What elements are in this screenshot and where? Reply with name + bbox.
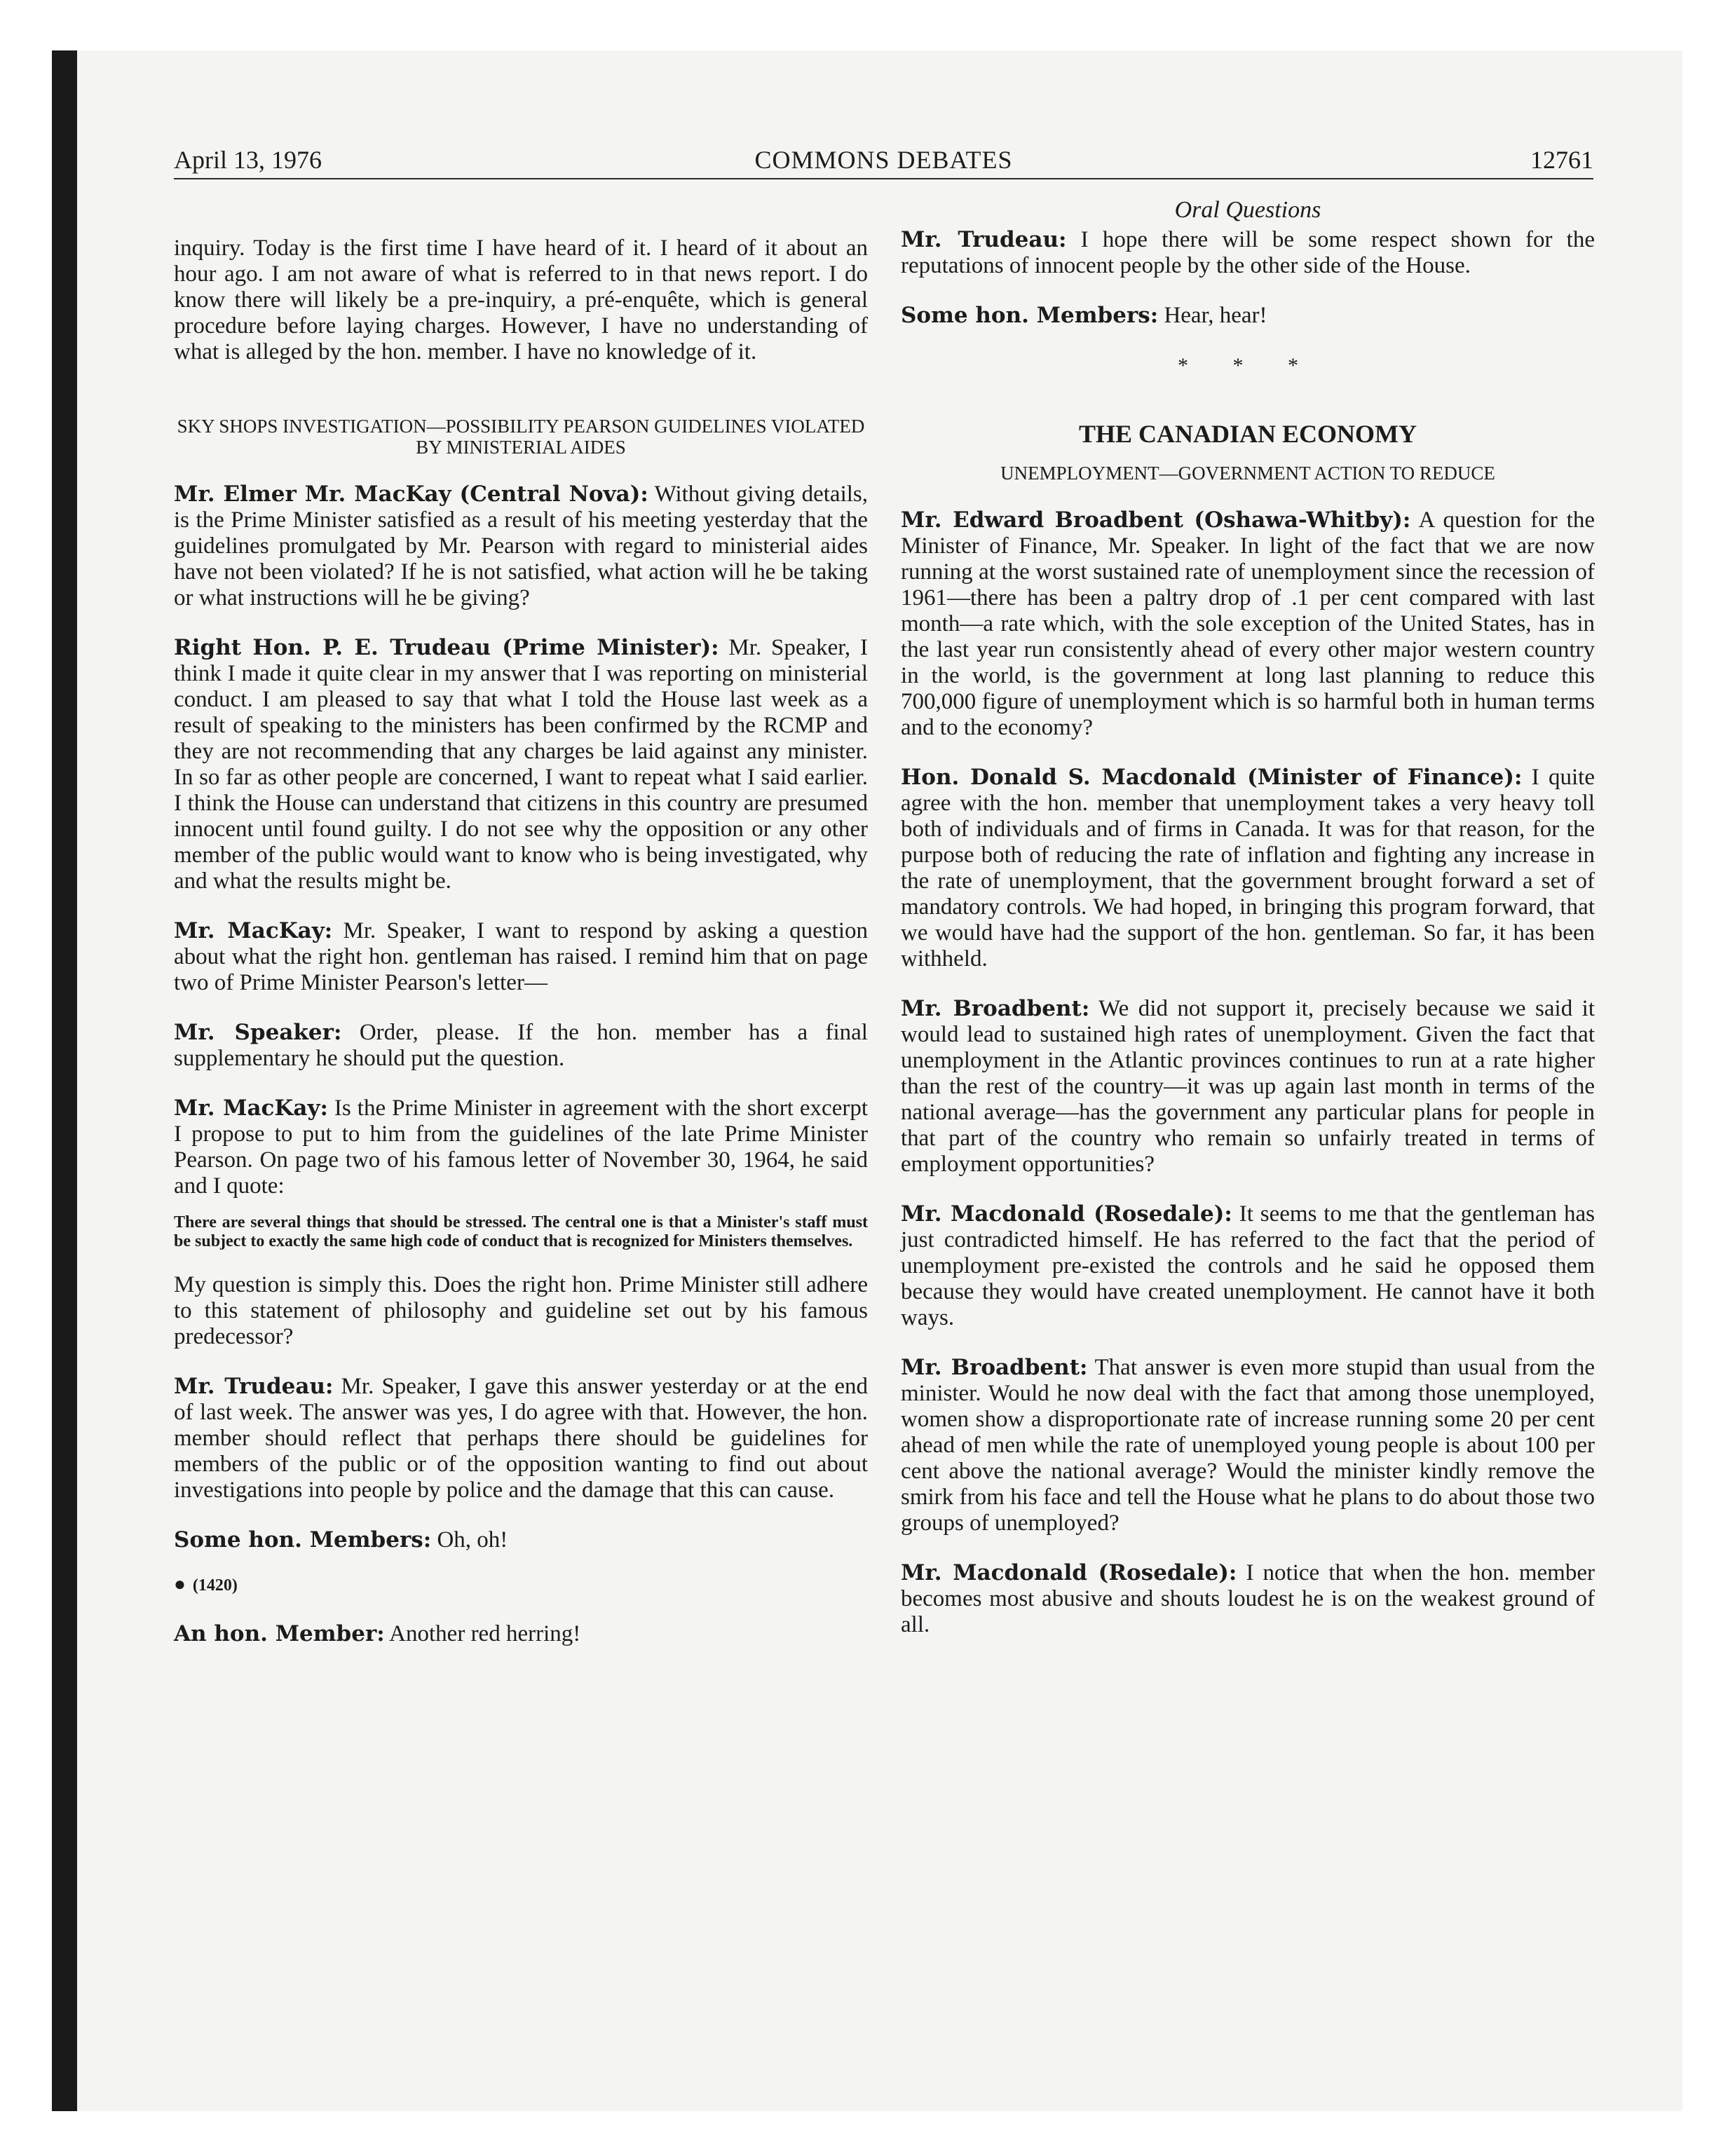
paragraph-text: Without giving details, is the Prime Minister satisfied as a result of his meeting yesterday that the guidelines promulgated by Mr. Pearson with regard to ministerial aides have not been violated? If he is not satisfied, what action will he be taking or what instructions will he be giving?	[174, 482, 868, 610]
paragraph-text: Mr. Speaker, I want to respond by asking a question about what the right hon. gentleman has raised. I remind him that on page two of Prime Minister Pearson's letter—	[174, 918, 869, 995]
paragraph-text: Hear, hear!	[1158, 303, 1267, 328]
major-heading: THE CANADIAN ECONOMY	[1078, 420, 1417, 448]
speaker-name: Mr. Trudeau:	[174, 1374, 334, 1399]
paragraph	[174, 1272, 868, 1350]
paragraph-text: I hope there will be some respect shown for the reputations of innocent people by the other side of the House.	[901, 227, 1595, 278]
speaker-name: Hon. Donald S. Macdonald (Minister of Finance):	[901, 765, 1523, 790]
paragraph	[174, 1621, 868, 1647]
subheading-sky-shops: SKY SHOPS INVESTIGATION—POSSIBILITY PEARSON GUIDELINES VIOLATED BY MINISTERIAL AIDES	[177, 416, 865, 458]
right-column	[901, 196, 1595, 1662]
time-marker-text: (1420)	[192, 1576, 238, 1595]
paragraph-text: I quite agree with the hon. member that unemployment takes a very heavy toll both of individuals and of firms in Canada. It was for that reason, for the purpose both of reducing the rate of inflation and fighting any increase in the rate of unemployment, that the government brought forward a set of mandatory controls. We had hoped, in bringing this program forward, that we would have had the support of the hon. gentleman. So far, it has been withheld.	[901, 765, 1595, 971]
paragraph-text: Is the Prime Minister in agreement with the short excerpt I propose to put to him from the guidelines of the late Prime Minister Pearson. On page two of his famous letter of November 30, 1964, he said and I quote:	[174, 1096, 868, 1199]
paragraph	[174, 1096, 868, 1199]
page-number: 12761	[1530, 146, 1593, 174]
paragraph-text: A question for the Minister of Finance, Mr. Speaker. In light of the fact that we are now running at the worst sustained rate of unemployment since the recession of 1961—there has been a paltry drop of .1 per cent compared with last month—a rate which, with the sole exception of the United States, has in the last year run consistently ahead of every other major western country in the world, is the government at long last planning to reduce this 700,000 figure of unemployment which is so harmful both in human terms and to the economy?	[901, 507, 1595, 740]
speaker-name: Mr. Macdonald (Rosedale):	[901, 1560, 1237, 1585]
section-separator: * * *	[1178, 354, 1318, 377]
speaker-name: Mr. Elmer Mr. MacKay (Central Nova):	[174, 482, 648, 507]
speaker-name: Some hon. Members:	[901, 303, 1159, 328]
paragraph-text: My question is simply this. Does the right hon. Prime Minister still adhere to this statement of philosophy and guideline set out by his famous predecessor?	[174, 1272, 868, 1349]
paragraph-text: Oh, oh!	[431, 1527, 508, 1553]
paragraph-text: We did not support it, precisely because we said it would lead to sustained high rates of unemployment. Given the fact that unemployment in the Atlantic provinces continues to run at a rate higher than the rest of the country—it was up again last month in terms of the national average—has the government any particular plans for people in that part of the country who remain so unfairly treated in terms of employment opportunities?	[901, 996, 1595, 1177]
paragraph	[174, 635, 868, 894]
paragraph	[901, 765, 1595, 972]
section-title: Oral Questions	[1174, 197, 1321, 223]
paragraph	[901, 1355, 1595, 1536]
time-marker	[174, 1571, 868, 1599]
paragraph-text: That answer is even more stupid than usual from the minister. Would he now deal with the fact that among those unemployed, women show a disproportionate rate of increase running some 20 per cent ahead of men while the rate of unemployed young people is about 100 per cent above the national average? Would the minister kindly remove the smirk from his face and tell the House what he plans to do about those two groups of unemployed?	[901, 1355, 1595, 1536]
paragraph-text: Mr. Speaker, I think I made it quite clear in my answer that I was reporting on ministerial conduct. I am pleased to say that what I told the House last week as a result of speaking to the ministers has been confirmed by the RCMP and they are not recommending that any charges be laid against any minister. In so far as other people are concerned, I want to repeat what I said earlier. I think the House can understand that citizens in this country are presumed innocent until found guilty. I do not see why the opposition or any other member of the public would want to know who is being investigated, why and what the results might be.	[174, 635, 868, 894]
speaker-name: Mr. Macdonald (Rosedale):	[901, 1201, 1232, 1227]
speaker-name: Mr. Trudeau:	[901, 227, 1067, 252]
paragraph-text: I notice that when the hon. member becomes most abusive and shouts loudest he is on the weakest ground of all.	[901, 1560, 1595, 1637]
paragraph	[901, 1201, 1595, 1331]
paragraph	[901, 996, 1595, 1178]
speaker-name: Mr. Broadbent:	[901, 1355, 1088, 1380]
scan-edge	[52, 50, 77, 2111]
paragraph	[901, 507, 1595, 741]
header-date: April 13, 1976	[174, 146, 322, 174]
paragraph-text: Another red herring!	[384, 1621, 581, 1646]
speaker-name: Right Hon. P. E. Trudeau (Prime Minister):	[174, 635, 719, 660]
paragraph	[901, 227, 1595, 279]
running-head	[174, 144, 1593, 179]
paragraph	[174, 1527, 868, 1553]
paragraph	[174, 236, 868, 365]
paragraph	[174, 1020, 868, 1072]
left-column	[174, 236, 868, 1671]
paragraph	[901, 303, 1595, 329]
paragraph-text: Order, please. If the hon. member has a final supplementary he should put the question.	[174, 1020, 868, 1071]
paragraph	[174, 918, 868, 996]
paragraph	[174, 1374, 868, 1503]
paragraph-text: It seems to me that the gentleman has just contradicted himself. He has referred to the fact that the period of unemployment pre-existed the controls and he said he opposed them because they would have created unemployment. He cannot have it both ways.	[901, 1201, 1595, 1330]
speaker-name: Mr. Edward Broadbent (Oshawa-Whitby):	[901, 507, 1411, 533]
speaker-name: Mr. MacKay:	[174, 918, 333, 943]
speaker-name: Some hon. Members:	[174, 1527, 432, 1553]
bullet-icon: ●	[174, 1574, 186, 1595]
block-quote: There are several things that should be stressed. The central one is that a Minister's staff must be subject to exactly the same high code of conduct that is recognized for Ministers themselves.	[174, 1213, 868, 1250]
subheading-unemployment: UNEMPLOYMENT—GOVERNMENT ACTION TO REDUCE	[1000, 463, 1495, 484]
publication-title: COMMONS DEBATES	[754, 146, 1013, 174]
paragraph	[901, 1560, 1595, 1638]
speaker-name: Mr. MacKay:	[174, 1096, 328, 1121]
paragraph-text: inquiry. Today is the first time I have heard of it. I heard of it about an hour ago. I am not aware of what is referred to in that news report. I do know there will likely be a pre-inquiry, a pré-enquête, which is general procedure before laying charges. However, I have no understanding of what is alleged by the hon. member. I have no knowledge of it.	[174, 236, 868, 364]
paragraph-text: Mr. Speaker, I gave this answer yesterday or at the end of last week. The answer was yes, I do agree with that. However, the hon. member should reflect that perhaps there should be guidelines for members of the public or of the opposition wanting to find out about investigations into people by police and the damage that this can cause.	[174, 1374, 868, 1503]
speaker-name: Mr. Broadbent:	[901, 996, 1090, 1021]
speaker-name: Mr. Speaker:	[174, 1020, 342, 1045]
speaker-name: An hon. Member:	[174, 1621, 385, 1646]
paragraph	[174, 482, 868, 611]
